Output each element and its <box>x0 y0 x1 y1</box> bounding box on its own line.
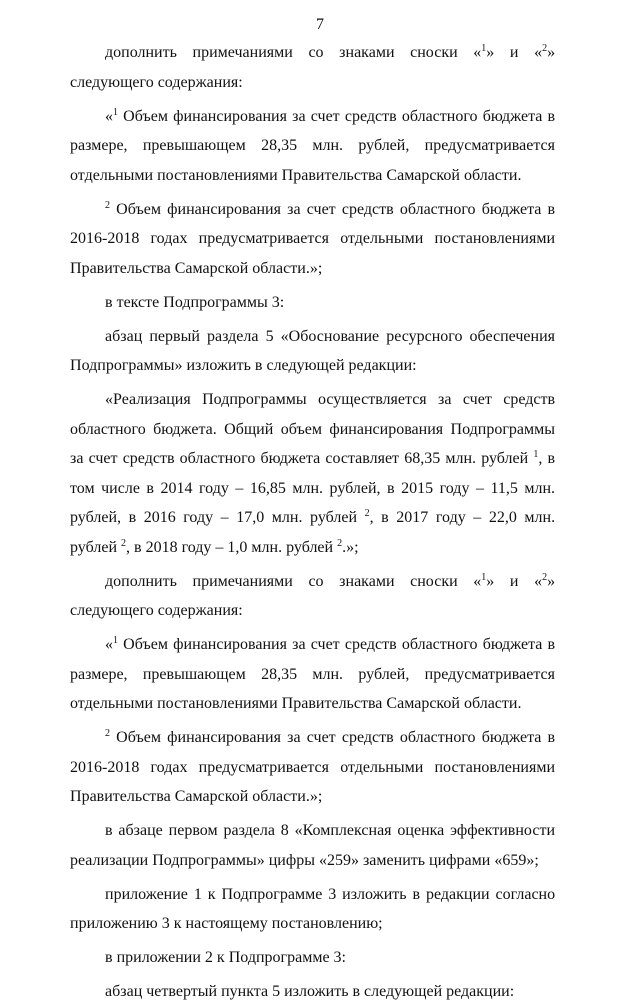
document-body <box>70 38 555 1007</box>
paragraph-footnote-2b: $^2$ Объем финансирования за счет средств областного бюджета в 2016-2018 годах предусматривается отдельными постановлениями Правительства Самарской области.»; <box>70 728 556 805</box>
paragraph-section-5-intro: абзац первый раздела 5 «Обоснование ресурсного обеспечения Подпрограммы» изложить в следующей редакции: <box>70 327 555 374</box>
paragraph-footnote-2a: $^2$ Объем финансирования за счет средств областного бюджета в 2016-2018 годах предусматривается отдельными постановлениями Правительства Самарской области.»; <box>70 199 556 277</box>
footnote-mark: 1 <box>113 635 118 646</box>
footnote-mark: 2 <box>121 537 126 549</box>
footnote-mark: 2 <box>105 199 110 211</box>
paragraph-item-5-change: абзац четвертый пункта 5 изложить в следующей редакции: <box>105 983 515 1000</box>
footnote-mark: 1 <box>481 43 487 54</box>
footnote-mark: 2 <box>542 43 548 54</box>
footnote-mark: 2 <box>542 571 548 583</box>
page-number: 7 <box>316 16 324 33</box>
paragraph-footnote-1a: «$^1$ Объем финансирования за счет средств областного бюджета в размере, превышающем 28,35 млн. рублей, предусматривается отдельными постановлениями Правительства Самарской области. <box>70 106 556 184</box>
paragraph-section-8-change: в абзаце первом раздела 8 «Комплексная оценка эффективности реализации Подпрограммы» цифры «259» заменить цифрами «659»; <box>70 822 555 869</box>
footnote-mark: 1 <box>481 571 487 583</box>
paragraph-subprogram-3-heading: в тексте Подпрограммы 3: <box>105 293 285 311</box>
footnote-mark: 2 <box>337 537 343 549</box>
paragraph-add-footnotes-2: дополнить примечаниями со знаками сноски «$^1$» и «$^2$» следующего содержания: <box>70 571 556 619</box>
footnote-mark: 2 <box>105 728 110 739</box>
footnote-mark: 2 <box>364 508 370 519</box>
paragraph-financing-text: «Реализация Подпрограммы осуществляется за счет средств областного бюджета. Общий объем финансирования Подпрограммы за счет средств областного бюджета составляет 68,35 млн. рублей $^1$, в том числе в 2014 году – 16,85 млн. рублей, в 2015 году – 11,5 млн. рублей, в 2016 году – 17,0 млн. рублей $^2$, в 2017 году – 22,0 млн. рублей $^2$, в 2018 году – 1,0 млн. рублей $^2$.»; <box>70 391 556 556</box>
footnote-mark: 1 <box>533 449 539 460</box>
paragraph-appendix-2-heading: в приложении 2 к Подпрограмме 3: <box>105 949 346 966</box>
paragraph-add-footnotes-1: дополнить примечаниями со знаками сноски «$^1$» и «$^2$» следующего содержания: <box>70 43 556 91</box>
footnote-mark: 1 <box>113 106 118 118</box>
paragraph-appendix-1: приложение 1 к Подпрограмме 3 изложить в редакции согласно приложению 3 к настоящему постановлению; <box>70 885 556 932</box>
paragraph-footnote-1b: «$^1$ Объем финансирования за счет средств областного бюджета в размере, превышающем 28,35 млн. рублей, предусматривается отдельными постановлениями Правительства Самарской области. <box>70 635 556 712</box>
